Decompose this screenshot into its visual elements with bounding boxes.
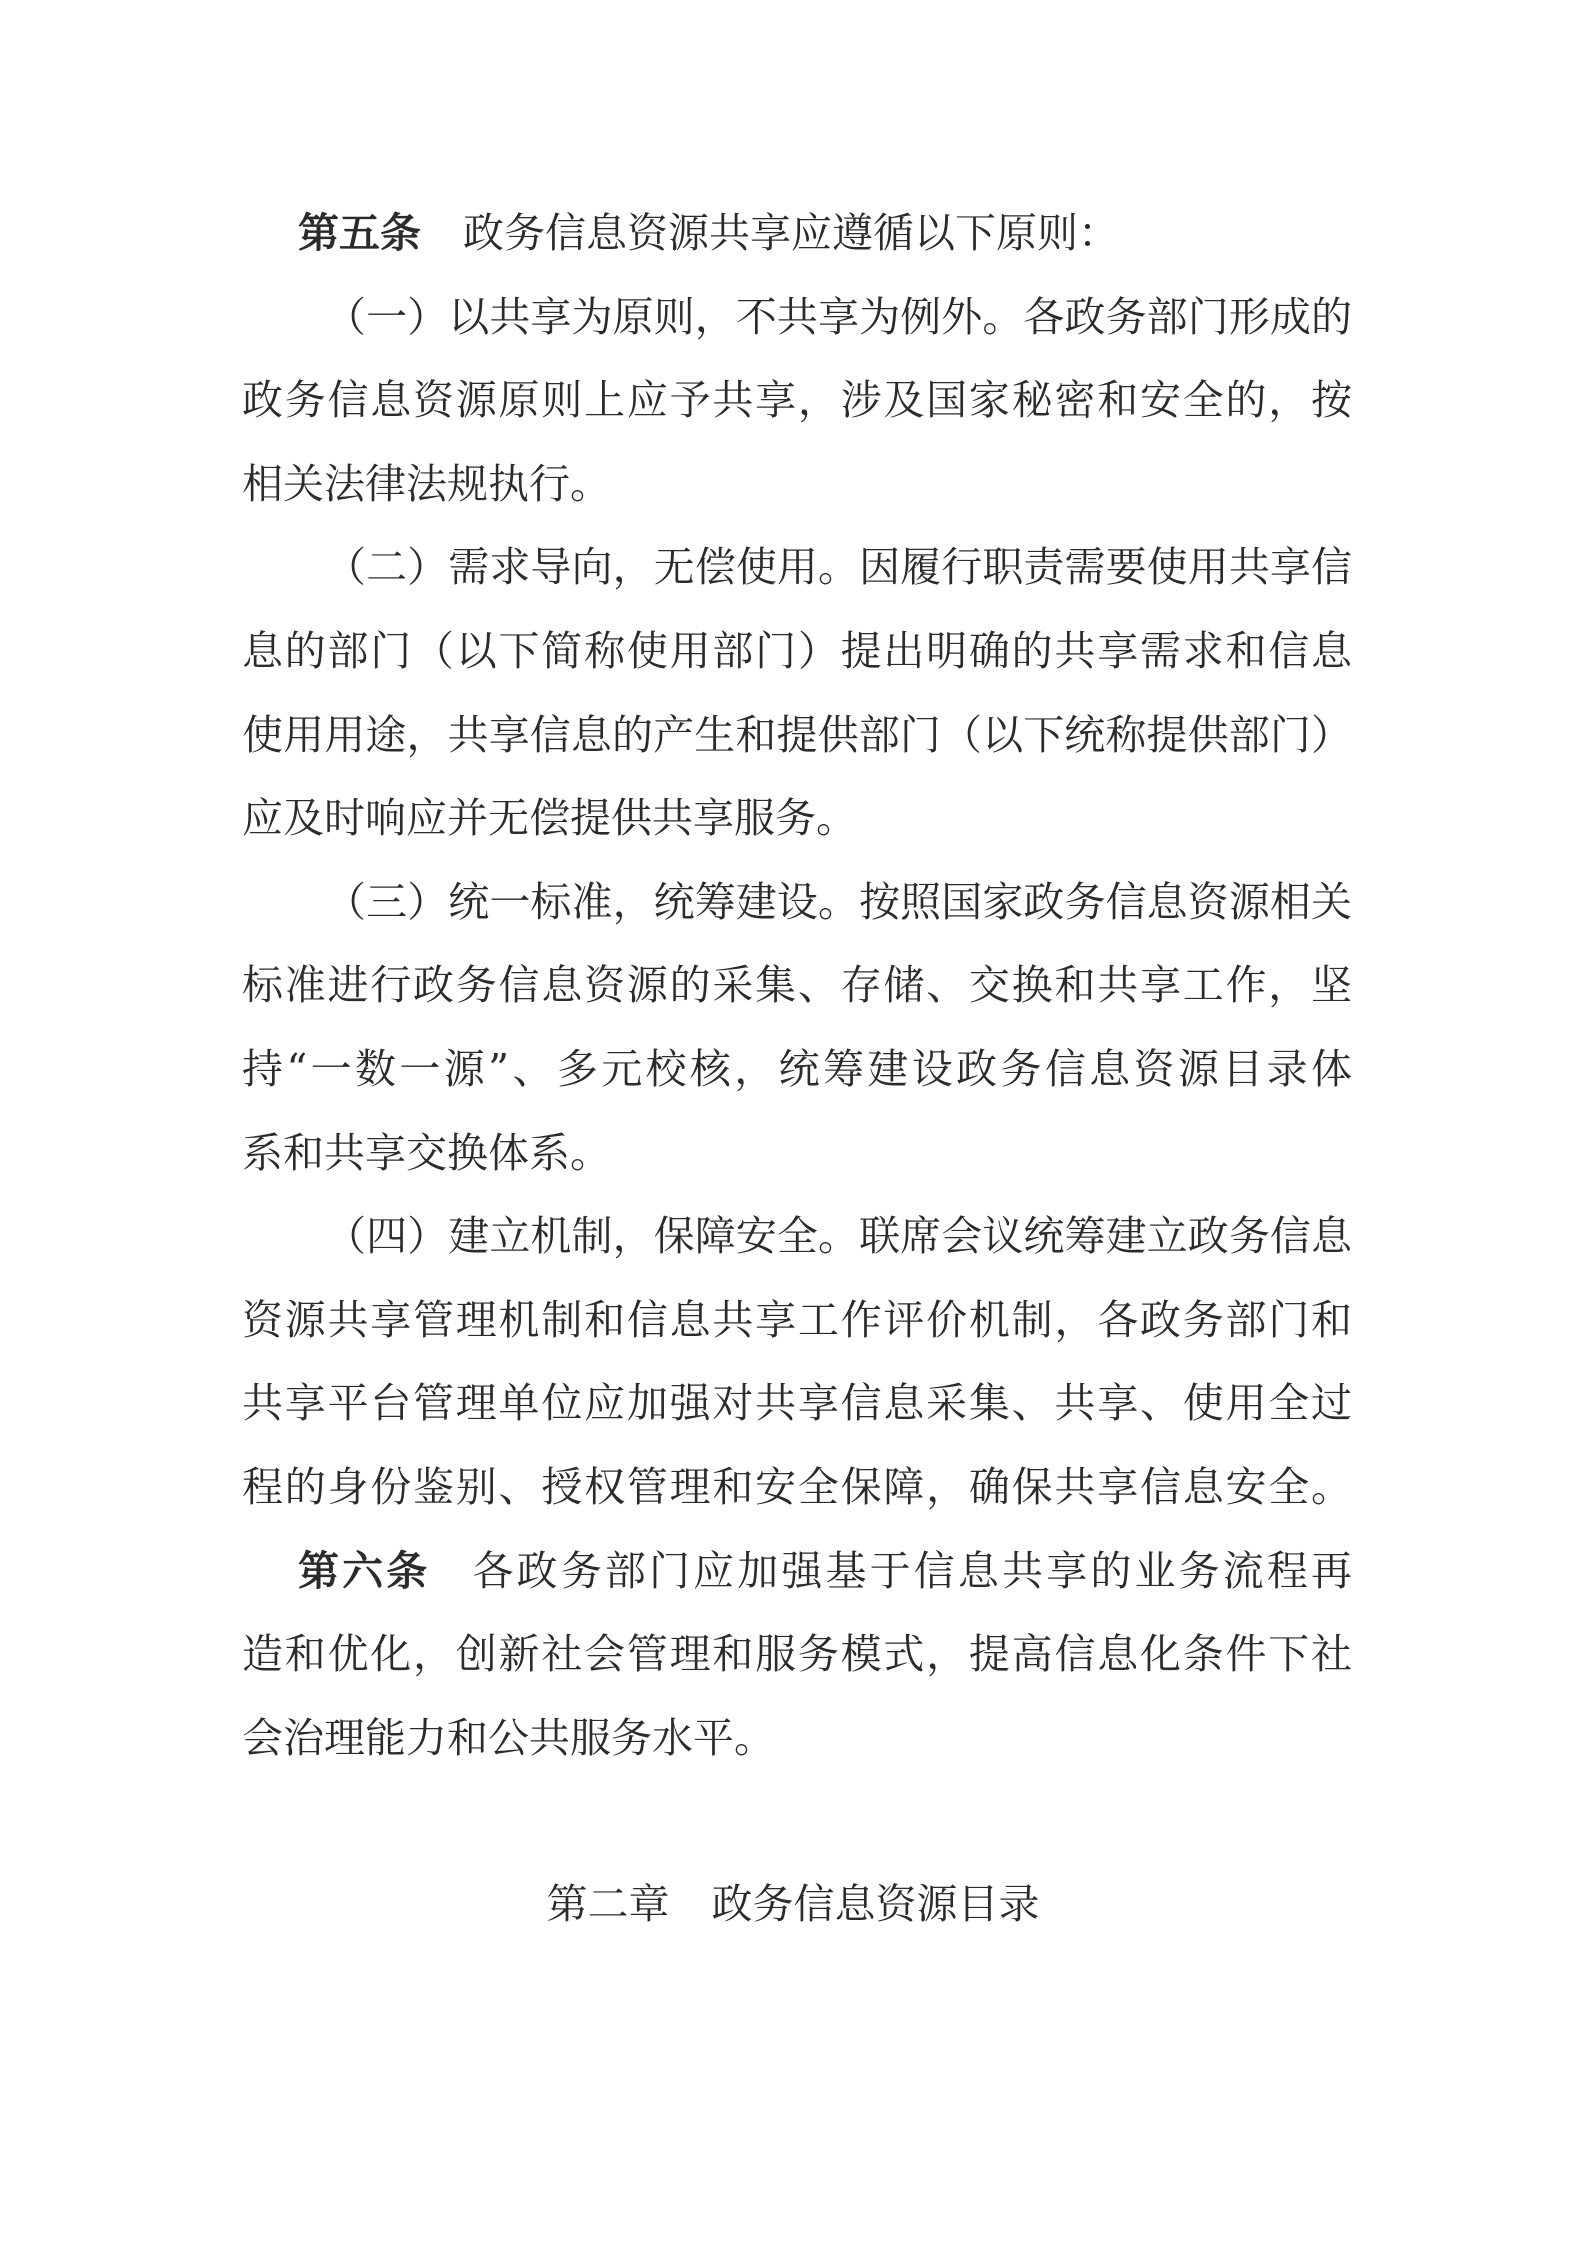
text-line: 系和共享交换体系。 bbox=[242, 1128, 611, 1177]
text-line: 相关法律法规执行。 bbox=[242, 459, 611, 508]
text-line: 会治理能力和公共服务水平。 bbox=[242, 1713, 775, 1762]
principle-4 bbox=[242, 1195, 1352, 1529]
article-label: 第六条 bbox=[298, 1546, 431, 1595]
text-line: 持“一数一源”、多元校核，统筹建设政务信息资源目录体 bbox=[242, 1044, 1352, 1093]
text-line: 政务信息资源原则上应予共享，涉及国家秘密和安全的，按 bbox=[242, 376, 1352, 425]
article-6 bbox=[242, 1530, 1352, 1781]
text-line: （二）需求导向，无偿使用。因履行职责需要使用共享信 bbox=[325, 543, 1352, 592]
text-line: 标准进行政务信息资源的采集、存储、交换和共享工作，坚 bbox=[242, 961, 1352, 1010]
text-line: （三）统一标准，统筹建设。按照国家政务信息资源相关 bbox=[325, 877, 1352, 926]
document-body bbox=[242, 192, 1352, 1780]
chapter-heading bbox=[0, 1863, 1586, 1947]
article-lead: 政务信息资源共享应遵循以下原则： bbox=[463, 209, 1119, 257]
principle-1 bbox=[242, 276, 1352, 527]
chapter-title: 政务信息资源目录 bbox=[711, 1880, 1040, 1928]
text-line bbox=[242, 1530, 1352, 1614]
chapter-number: 第二章 bbox=[546, 1880, 670, 1928]
text-line: 共享平台管理单位应加强对共享信息采集、共享、使用全过 bbox=[242, 1379, 1352, 1428]
article-label: 第五条 bbox=[298, 209, 421, 257]
text-line: 使用用途，共享信息的产生和提供部门（以下统称提供部门） bbox=[242, 710, 1352, 759]
article-5-heading bbox=[242, 192, 1352, 276]
principle-3 bbox=[242, 861, 1352, 1195]
text-line: 程的身份鉴别、授权管理和安全保障，确保共享信息安全。 bbox=[242, 1462, 1352, 1511]
text-line: （四）建立机制，保障安全。联席会议统筹建立政务信息 bbox=[325, 1212, 1352, 1261]
text-line: （一）以共享为原则，不共享为例外。各政务部门形成的 bbox=[325, 292, 1352, 341]
text-line: 造和优化，创新社会管理和服务模式，提高信息化条件下社 bbox=[242, 1630, 1352, 1679]
principle-2 bbox=[242, 526, 1352, 860]
text-span: 各政务部门应加强基于信息共享的业务流程再 bbox=[472, 1546, 1353, 1595]
text-line: 应及时响应并无偿提供共享服务。 bbox=[242, 794, 857, 843]
text-line: 资源共享管理机制和信息共享工作评价机制，各政务部门和 bbox=[242, 1295, 1352, 1344]
text-line: 息的部门（以下简称使用部门）提出明确的共享需求和信息 bbox=[242, 626, 1352, 675]
